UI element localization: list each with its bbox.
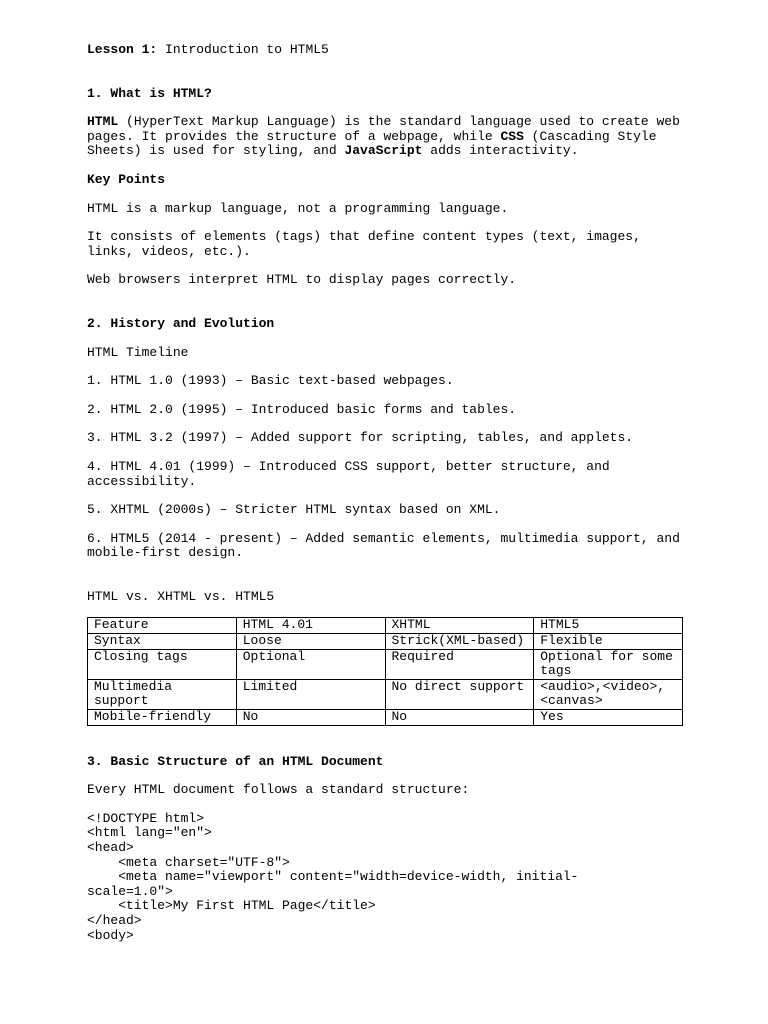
- code-line: </head>: [87, 912, 142, 928]
- code-sample: [87, 812, 683, 943]
- html-intro-paragraph: HTML (HyperText Markup Language) is the standard language used to create web pages. It provides the structure of a webpage, while CSS (Cascading Style Sheets) is used for styling, and JavaScript adds interactivity.: [87, 114, 688, 159]
- table-cell: Optional: [236, 649, 385, 679]
- key-point-item: It consists of elements (tags) that define content types (text, images, links, videos, etc.).: [87, 229, 649, 259]
- table-cell: Loose: [236, 634, 385, 650]
- table-header-cell: HTML 4.01: [236, 618, 385, 634]
- key-points-heading: Key Points: [87, 171, 166, 187]
- table-cell: Mobile-friendly: [88, 710, 237, 726]
- table-cell: Syntax: [88, 634, 237, 650]
- key-point-item: Web browsers interpret HTML to display pages correctly.: [87, 272, 517, 288]
- section-1-heading: 1. What is HTML?: [87, 85, 212, 101]
- table-row: [88, 710, 683, 726]
- timeline-item: 6. HTML5 (2014 - present) – Added semantic elements, multimedia support, and mobile-first design.: [87, 530, 688, 561]
- javascript-term: JavaScript: [344, 143, 423, 159]
- table-header-cell: Feature: [88, 618, 237, 634]
- structure-intro: Every HTML document follows a standard structure:: [87, 782, 470, 798]
- table-cell: Required: [385, 649, 534, 679]
- lesson-prefix: Lesson 1:: [87, 42, 158, 57]
- table-cell: No: [385, 710, 534, 726]
- table-row: [88, 679, 683, 709]
- timeline-item: 3. HTML 3.2 (1997) – Added support for scripting, tables, and applets.: [87, 430, 634, 446]
- section-2-heading: 2. History and Evolution: [87, 315, 275, 331]
- code-line: <html lang="en">: [87, 825, 212, 841]
- table-row: [88, 649, 683, 679]
- code-line: <head>: [87, 840, 134, 855]
- table-cell: No direct support: [385, 679, 534, 709]
- table-cell: <audio>,<video>, <canvas>: [534, 679, 683, 709]
- table-cell: Optional for some tags: [534, 649, 683, 679]
- section-3-heading: 3. Basic Structure of an HTML Document: [87, 753, 384, 769]
- code-line: <body>: [87, 927, 134, 943]
- key-point-item: HTML is a markup language, not a programming language.: [87, 200, 509, 216]
- timeline-item: 1. HTML 1.0 (1993) – Basic text-based webpages.: [87, 373, 454, 389]
- table-cell: Yes: [534, 710, 683, 726]
- table-cell: Closing tags: [88, 649, 237, 679]
- code-line: scale=1.0">: [87, 883, 173, 899]
- table-header-cell: XHTML: [385, 618, 534, 634]
- table-header-row: [88, 618, 683, 634]
- comparison-table: [87, 617, 683, 725]
- timeline-heading: HTML Timeline: [87, 344, 189, 360]
- timeline-item: 2. HTML 2.0 (1995) – Introduced basic forms and tables.: [87, 401, 517, 417]
- lesson-title-text: Introduction to HTML5: [157, 42, 329, 57]
- table-row: [88, 634, 683, 650]
- table-cell: Limited: [236, 679, 385, 709]
- table-cell: Strick(XML-based): [385, 634, 534, 650]
- table-cell: Flexible: [534, 634, 683, 650]
- code-line: <meta name="viewport" content="width=device-width, initial-: [87, 869, 579, 885]
- timeline-item: 5. XHTML (2000s) – Stricter HTML syntax based on XML.: [87, 502, 501, 518]
- table-cell: No: [236, 710, 385, 726]
- code-line: <title>My First HTML Page</title>: [87, 898, 376, 914]
- code-line: <!DOCTYPE html>: [87, 810, 205, 826]
- code-line: <meta charset="UTF-8">: [87, 854, 290, 870]
- timeline-item: 4. HTML 4.01 (1999) – Introduced CSS support, better structure, and accessibility.: [87, 458, 618, 489]
- table-header-cell: HTML5: [534, 618, 683, 634]
- lesson-title: [87, 43, 683, 58]
- comparison-heading: HTML vs. XHTML vs. HTML5: [87, 588, 275, 604]
- css-term: CSS: [500, 128, 524, 144]
- table-cell: Multimedia support: [88, 679, 237, 709]
- html-term: HTML: [87, 114, 119, 130]
- document-page: [87, 42, 688, 943]
